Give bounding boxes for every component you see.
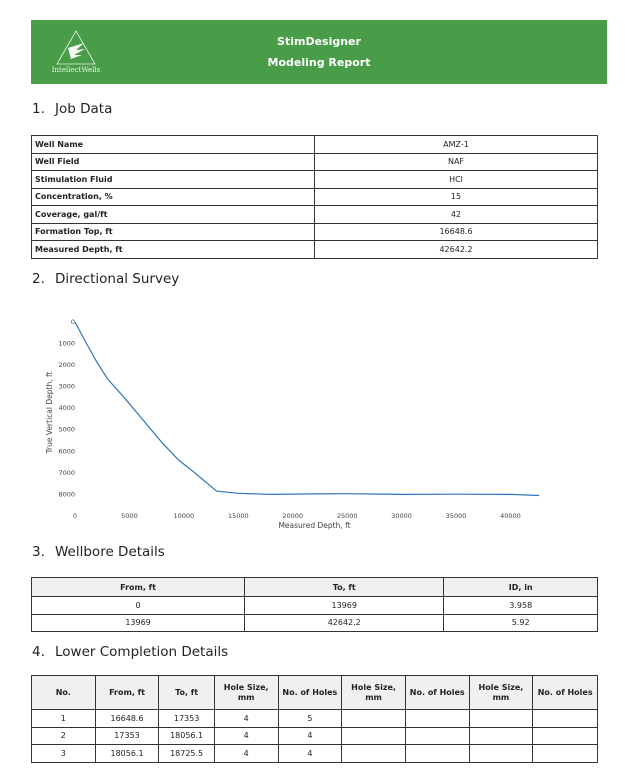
y-tick-label: 8000 <box>58 490 75 499</box>
x-tick-label: 35000 <box>445 512 467 520</box>
completion-cell: 18056.1 <box>95 745 159 763</box>
y-tick-label: 3000 <box>58 382 75 391</box>
x-axis-label: Measured Depth, ft <box>278 521 351 530</box>
job-data-value: NAF <box>315 153 598 171</box>
job-data-label: Measured Depth, ft <box>32 241 315 259</box>
completion-cell <box>533 727 598 745</box>
job-data-row <box>32 206 598 224</box>
x-tick-label: 10000 <box>173 512 195 520</box>
completion-cell: 5 <box>278 710 342 728</box>
completion-column-header: From, ft <box>95 676 159 710</box>
completion-column-header: No. <box>32 676 96 710</box>
job-data-label: Concentration, % <box>32 188 315 206</box>
completion-column-header: To, ft <box>159 676 214 710</box>
completion-column-header: Hole Size, mm <box>214 676 278 710</box>
y-tick-label: 7000 <box>58 468 75 477</box>
report-header-banner <box>31 20 607 84</box>
completion-cell <box>469 745 533 763</box>
completion-cell <box>533 745 598 763</box>
y-tick-label: 2000 <box>58 361 75 370</box>
completion-cell <box>342 727 406 745</box>
section-heading-job-data <box>32 101 112 117</box>
job-data-row <box>32 153 598 171</box>
completion-row <box>32 745 598 763</box>
x-tick-label: 5000 <box>121 512 138 520</box>
report-subtitle: Modeling Report <box>267 56 371 69</box>
completion-cell: 17353 <box>159 710 214 728</box>
completion-cell <box>405 727 469 745</box>
wellbore-cell: 0 <box>32 597 245 615</box>
job-data-row <box>32 223 598 241</box>
job-data-label: Well Field <box>32 153 315 171</box>
x-tick-label: 30000 <box>391 512 412 520</box>
wellbore-cell: 13969 <box>32 614 245 632</box>
y-axis-label: True Vertical Depth, ft <box>45 371 54 454</box>
job-data-label: Formation Top, ft <box>32 223 315 241</box>
section-heading-lower-completion-details <box>32 644 228 660</box>
lower-completion-table <box>31 675 598 763</box>
job-data-label: Coverage, gal/ft <box>32 206 315 224</box>
wellbore-column-header: From, ft <box>32 578 245 597</box>
completion-cell <box>469 710 533 728</box>
job-data-row <box>32 241 598 259</box>
wellbore-cell: 3.958 <box>444 597 598 615</box>
wellbore-row <box>32 614 598 632</box>
wellbore-cell: 5.92 <box>444 614 598 632</box>
job-data-row <box>32 171 598 189</box>
completion-cell: 2 <box>32 727 96 745</box>
section-number: 4. <box>32 644 45 660</box>
completion-cell: 18056.1 <box>159 727 214 745</box>
completion-column-header: No. of Holes <box>533 676 598 710</box>
completion-cell <box>533 710 598 728</box>
y-tick-label: 6000 <box>58 447 75 456</box>
completion-cell: 4 <box>278 727 342 745</box>
job-data-row <box>32 188 598 206</box>
section-title: Job Data <box>55 101 113 117</box>
x-tick-label: 0 <box>72 512 78 520</box>
section-heading-directional-survey <box>32 271 179 287</box>
x-tick-label: 40000 <box>500 512 521 520</box>
section-heading-wellbore-details <box>32 544 165 560</box>
job-data-row <box>32 136 598 154</box>
job-data-value: 16648.6 <box>315 223 598 241</box>
completion-column-header: No. of Holes <box>278 676 342 710</box>
y-tick-label: 5000 <box>58 425 75 434</box>
y-tick-label: 1000 <box>58 339 75 348</box>
section-title: Directional Survey <box>55 271 180 287</box>
job-data-table <box>31 135 598 259</box>
x-tick-label: 20000 <box>282 512 304 520</box>
completion-cell <box>405 710 469 728</box>
x-tick-label: 15000 <box>227 512 249 520</box>
y-tick-label: 0 <box>70 318 75 326</box>
completion-cell <box>342 745 406 763</box>
completion-cell: 4 <box>214 727 278 745</box>
completion-cell: 3 <box>32 745 96 763</box>
completion-cell: 4 <box>214 745 278 763</box>
completion-cell <box>469 727 533 745</box>
section-title: Lower Completion Details <box>55 644 229 660</box>
completion-column-header: Hole Size, mm <box>469 676 533 710</box>
job-data-value: 15 <box>315 188 598 206</box>
section-number: 2. <box>32 271 45 287</box>
completion-cell: 4 <box>278 745 342 763</box>
completion-cell <box>405 745 469 763</box>
completion-cell: 18725.5 <box>159 745 214 763</box>
job-data-label: Stimulation Fluid <box>32 171 315 189</box>
completion-row <box>32 710 598 728</box>
report-app-title: StimDesigner <box>277 35 361 48</box>
completion-cell: 1 <box>32 710 96 728</box>
job-data-value: HCl <box>315 171 598 189</box>
wellbore-row <box>32 597 598 615</box>
wellbore-cell: 13969 <box>245 597 444 615</box>
completion-cell: 16648.6 <box>95 710 159 728</box>
x-tick-label: 25000 <box>336 512 358 520</box>
job-data-value: 42 <box>315 206 598 224</box>
directional-survey-chart <box>40 308 570 536</box>
section-title: Wellbore Details <box>55 544 165 560</box>
job-data-value: 42642.2 <box>315 241 598 259</box>
completion-column-header: No. of Holes <box>405 676 469 710</box>
wellbore-column-header: ID, in <box>444 578 598 597</box>
completion-column-header: Hole Size, mm <box>342 676 406 710</box>
completion-cell: 17353 <box>95 727 159 745</box>
job-data-value: AMZ-1 <box>315 136 598 154</box>
wellbore-details-table <box>31 577 598 632</box>
y-tick-label: 4000 <box>58 404 75 413</box>
survey-series-line <box>75 322 539 496</box>
completion-cell: 4 <box>214 710 278 728</box>
logo-text: IntellectWells <box>51 66 101 74</box>
section-number: 3. <box>32 544 45 560</box>
wellbore-column-header: To, ft <box>245 578 444 597</box>
wellbore-cell: 42642.2 <box>245 614 444 632</box>
job-data-label: Well Name <box>32 136 315 154</box>
completion-row <box>32 727 598 745</box>
section-number: 1. <box>32 101 45 117</box>
completion-cell <box>342 710 406 728</box>
